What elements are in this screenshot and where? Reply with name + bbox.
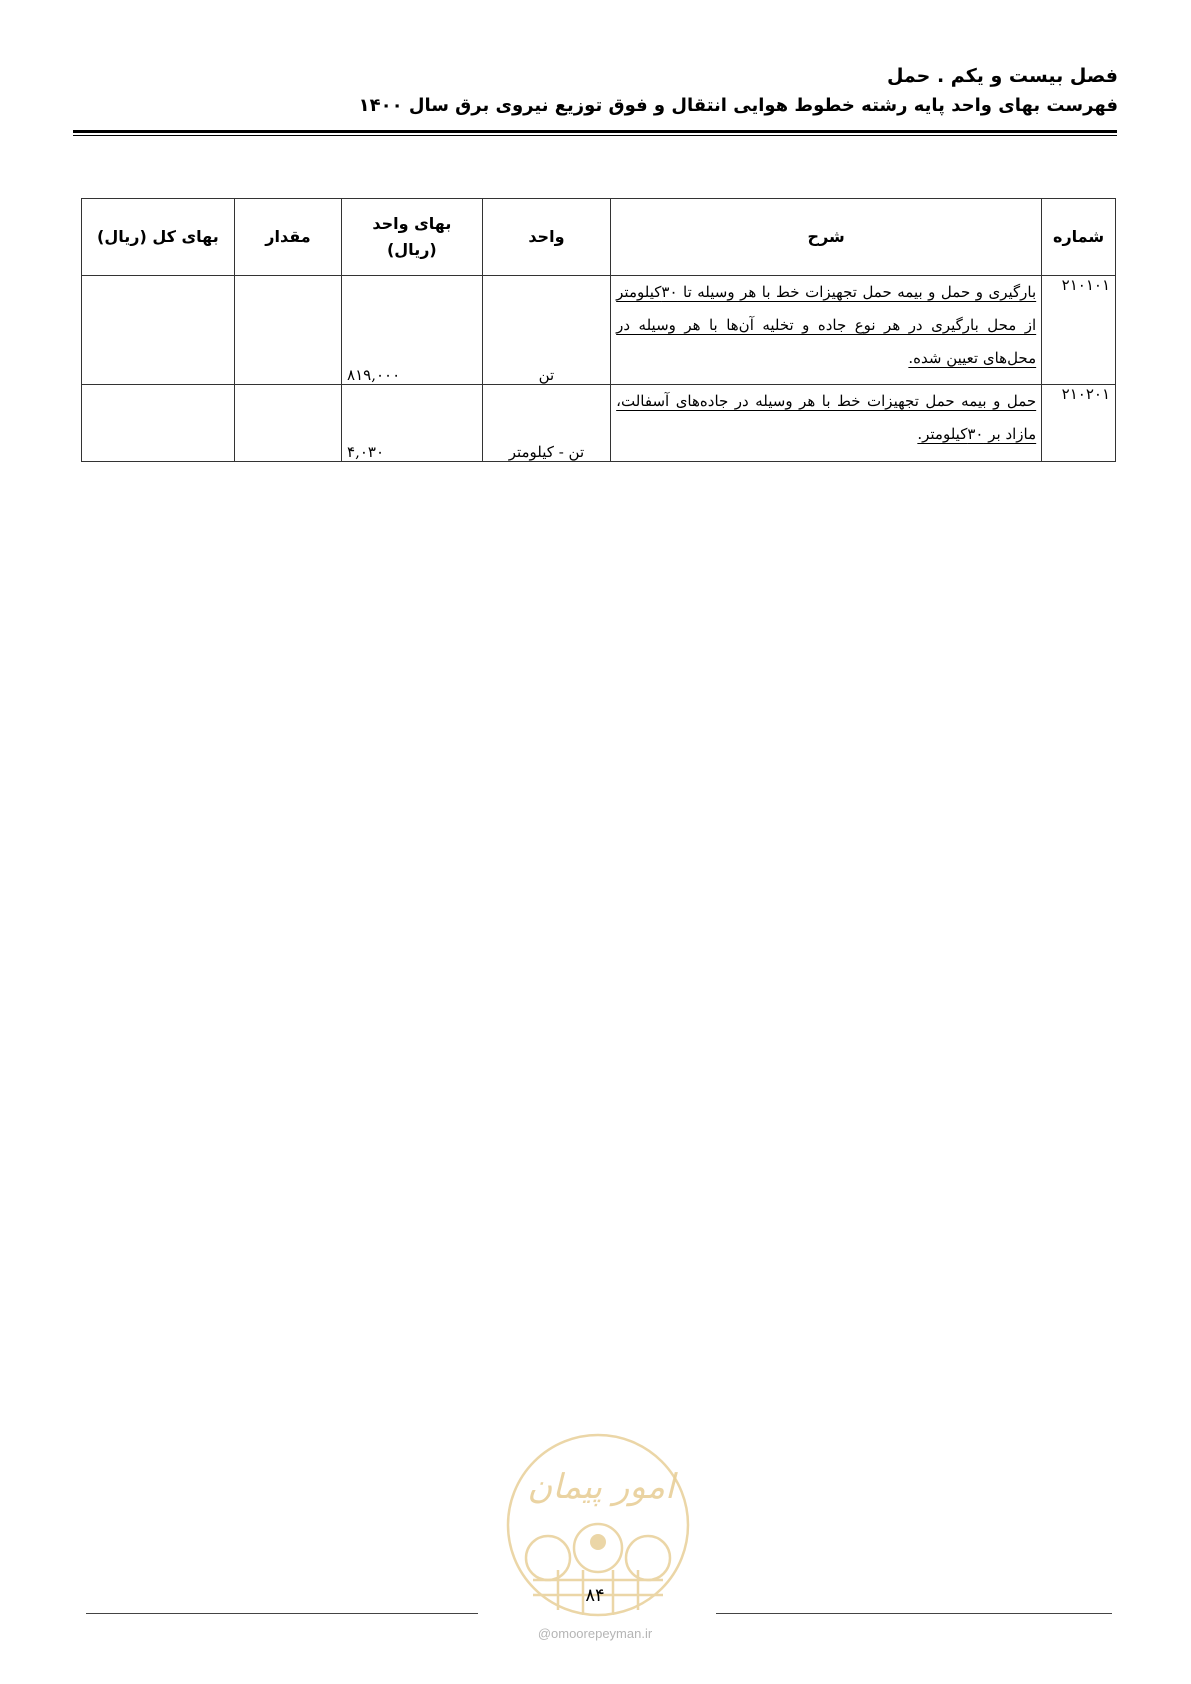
table-row: [82, 276, 1116, 385]
header-number: شماره: [1042, 199, 1116, 276]
footer-line-right: [716, 1613, 1112, 1614]
row-unit-price: ۴,۰۳۰: [342, 385, 483, 462]
row-unit: تن - کیلومتر: [482, 385, 610, 462]
row-total-price: [82, 276, 235, 385]
row-description-text: بارگیری و حمل و بیمه حمل تجهیزات خط با هر وسیله تا ۳۰کیلومتر از محل بارگیری در هر نوع جاده و تخلیه آن‌ها با هر وسیله در محل‌های تعیین شده.: [616, 283, 1037, 367]
row-description: [611, 276, 1042, 385]
chapter-title: فصل بیست و یکم . حمل: [886, 65, 1118, 87]
watermark-text: امور پیمان: [527, 1467, 675, 1507]
header-rule-thick: [73, 130, 1117, 133]
row-description-text: حمل و بیمه حمل تجهیزات خط با هر وسیله در جاده‌های آسفالت، مازاد بر ۳۰کیلومتر.: [616, 392, 1037, 443]
row-quantity: [234, 276, 341, 385]
website-watermark: @omoorepeyman.ir: [537, 1626, 653, 1641]
row-unit: تن: [482, 276, 610, 385]
page-number: ۸۴: [585, 1585, 605, 1606]
document-subtitle: فهرست بهای واحد پایه رشته خطوط هوایی انتقال و فوق توزیع نیروی برق سال ۱۴۰۰: [358, 95, 1118, 116]
header-unit-price-label: بهای واحد: [372, 214, 452, 233]
header-quantity: مقدار: [234, 199, 341, 276]
row-quantity: [234, 385, 341, 462]
row-number: ۲۱۰۲۰۱: [1042, 385, 1116, 462]
header-rule-thin: [73, 135, 1117, 136]
table-row: [82, 385, 1116, 462]
header-description: شرح: [611, 199, 1042, 276]
row-description: [611, 385, 1042, 462]
table-header-row: [82, 199, 1116, 276]
row-total-price: [82, 385, 235, 462]
row-unit-price: ۸۱۹,۰۰۰: [342, 276, 483, 385]
header-unit-price: [342, 199, 483, 276]
header-total-price: بهای کل (ریال): [82, 199, 235, 276]
header-unit-price-currency: (ریال): [386, 240, 437, 259]
page-header: [68, 62, 1118, 120]
header-unit: واحد: [482, 199, 610, 276]
row-number: ۲۱۰۱۰۱: [1042, 276, 1116, 385]
footer-line-left: [86, 1613, 478, 1614]
price-list-table: [81, 198, 1116, 462]
